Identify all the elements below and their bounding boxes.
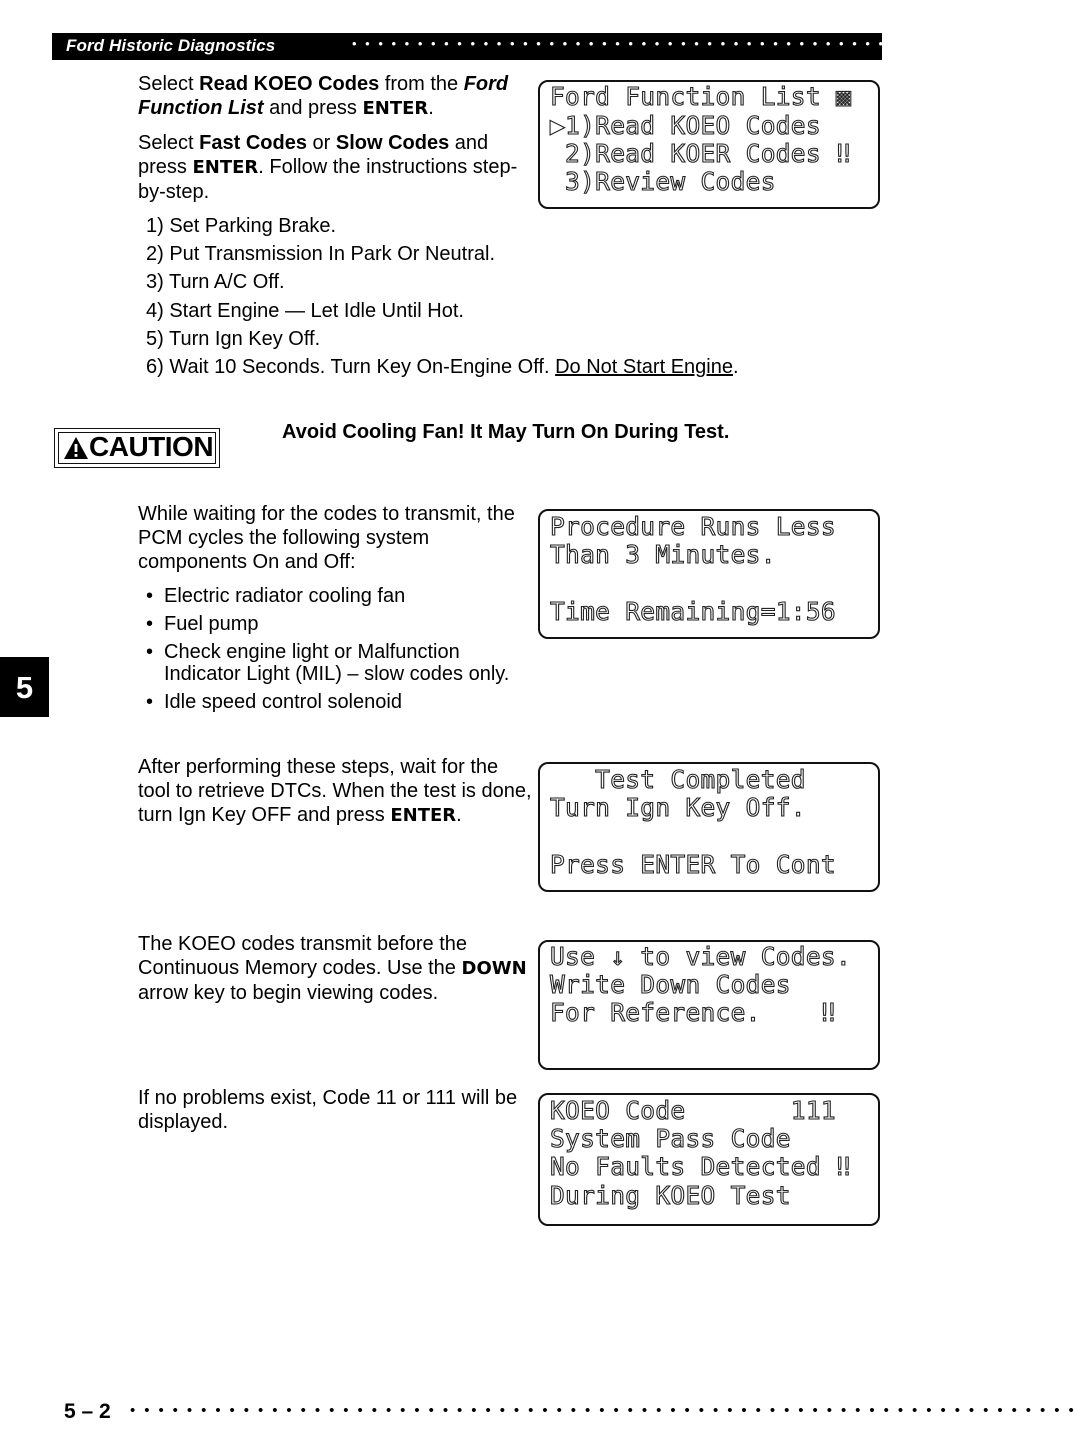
lcd-line: KOEO Code 111: [550, 1096, 836, 1125]
lcd-view-codes: [538, 940, 880, 1070]
lcd-procedure-timer: [538, 509, 880, 639]
bullet-item: • Fuel pump: [146, 613, 541, 635]
procedure-step: 1) Set Parking Brake.: [146, 215, 337, 237]
procedure-step: 5) Turn Ign Key Off.: [146, 327, 321, 350]
down-key-label: DOWN: [461, 958, 527, 979]
lcd-line: Than 3 Minutes.: [550, 540, 776, 569]
caution-label: CAUTION: [89, 431, 214, 462]
lcd-line: ▶1)Read KOEO Codes: [550, 111, 821, 140]
lcd-line: 3)Review Codes: [550, 167, 776, 196]
lcd-line: Press ENTER To Cont: [550, 850, 836, 879]
enter-key-label: ENTER: [362, 98, 429, 119]
header-bar: [52, 33, 991, 60]
lcd-line: System Pass Code: [550, 1124, 791, 1153]
page-number: 5 – 2: [64, 1400, 111, 1423]
lcd-koeo-code-result: [538, 1093, 880, 1226]
instruction-select-speed: Select Fast Codes or Slow Codes and press ENTER. Follow the instructions step-by-step.: [138, 132, 518, 203]
lcd-ford-function-list: [538, 80, 880, 209]
lcd-line: No Faults Detected ‼: [550, 1152, 852, 1181]
warning-triangle-icon: [63, 436, 89, 460]
procedure-step: 6) Wait 10 Seconds. Turn Key On-Engine Off. Do Not Start Engine.: [146, 355, 739, 378]
procedure-step: 3) Turn A/C Off.: [146, 271, 285, 294]
lcd-line: 2)Read KOER Codes ‼: [550, 139, 852, 168]
instruction-select-read-koeo: Select Read KOEO Codes from the Ford Function List and press ENTER.: [138, 73, 509, 119]
bullet-item: • Idle speed control solenoid: [146, 691, 541, 713]
lcd-line: For Reference. ‼: [550, 998, 836, 1027]
lcd-line: Time Remaining=1:56: [550, 597, 836, 626]
pcm-cycles-intro: While waiting for the codes to transmit, the PCM cycles the following system components On and Off:: [138, 503, 515, 573]
bullet-item: • Electric radiator cooling fan: [146, 585, 541, 607]
page-header-title: Ford Historic Diagnostics: [66, 36, 276, 55]
enter-key-label: ENTER: [390, 805, 457, 826]
lcd-line: Use ↓ to view Codes.: [550, 942, 852, 971]
section-tab: [0, 657, 49, 717]
footer-dot-leader: • • • • • • • • • • • • • • • • • • • • • • • • • • • • • • • • • • • • • • • • • • • • • • • • • • • • • • • • • • • • • • • • • • •: [130, 1402, 1076, 1419]
lcd-line: Write Down Codes: [550, 970, 791, 999]
no-problems-note: If no problems exist, Code 11 or 111 will be displayed.: [138, 1087, 518, 1133]
lcd-line: Procedure Runs Less: [550, 512, 836, 541]
lcd-line: During KOEO Test: [550, 1181, 791, 1210]
procedure-steps-list: [146, 214, 739, 383]
bullet-item: • Check engine light or Malfunction Indicator Light (MIL) – slow codes only.: [146, 641, 541, 685]
koeo-transmit-instruction: The KOEO codes transmit before the Continuous Memory codes. Use the DOWN arrow key to begin viewing codes.: [138, 933, 527, 1004]
procedure-step: 4) Start Engine — Let Idle Until Hot.: [146, 299, 464, 322]
enter-key-label: ENTER: [192, 157, 259, 178]
section-tab-number: 5: [15, 670, 34, 705]
procedure-step: 2) Put Transmission In Park Or Neutral.: [146, 243, 496, 266]
caution-message: Avoid Cooling Fan! It May Turn On During Test.: [282, 421, 730, 443]
after-steps-instruction: After performing these steps, wait for the tool to retrieve DTCs. When the test is done, turn Ign Key OFF and press ENTER.: [138, 756, 532, 826]
lcd-test-completed: [538, 762, 880, 892]
lcd-line: Turn Ign Key Off.: [550, 793, 806, 822]
lcd-line: Ford Function List ▩: [550, 82, 852, 111]
caution-label-box: [54, 428, 220, 468]
header-dot-leader: • • • • • • • • • • • • • • • • • • • • • • • • • • • • • • • • • • • • • • • • • • • • • • • • •: [352, 36, 991, 51]
component-bullet-list: [146, 585, 541, 713]
lcd-line: Test Completed: [550, 765, 806, 794]
